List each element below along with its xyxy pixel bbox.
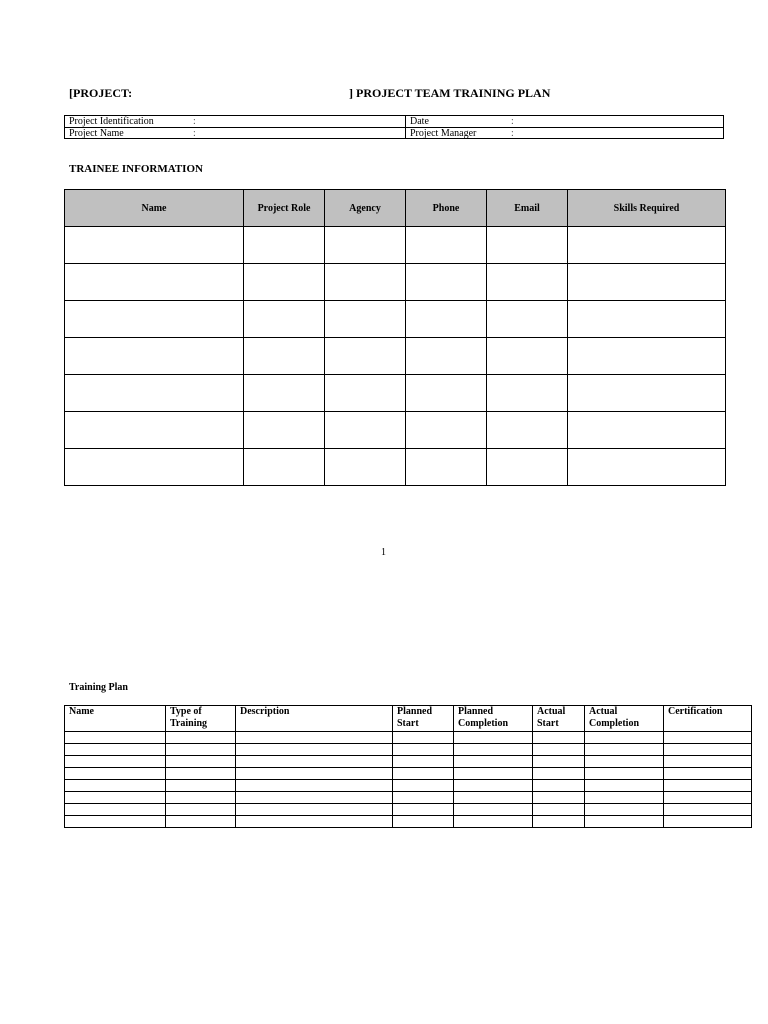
training-plan-row-cell[interactable]	[393, 768, 454, 780]
trainee-row-cell[interactable]	[568, 449, 726, 486]
training-plan-row-cell[interactable]	[585, 816, 664, 828]
trainee-row-cell[interactable]	[406, 449, 487, 486]
training-plan-row-cell[interactable]	[236, 804, 393, 816]
training-plan-row-cell[interactable]	[236, 780, 393, 792]
training-plan-row-cell[interactable]	[533, 792, 585, 804]
document-title: ] PROJECT TEAM TRAINING PLAN	[349, 86, 551, 100]
trainee-col-email: Email	[487, 190, 568, 227]
training-plan-row-cell[interactable]	[533, 816, 585, 828]
training-plan-row	[65, 804, 752, 816]
plan-col-type-line2: Training	[170, 718, 208, 729]
trainee-row-cell[interactable]	[244, 449, 325, 486]
trainee-section-title: TRAINEE INFORMATION	[69, 163, 203, 175]
project-info-box	[64, 115, 724, 139]
training-plan-row-cell[interactable]	[166, 732, 236, 744]
training-plan-row-cell[interactable]	[166, 792, 236, 804]
training-plan-row-cell[interactable]	[166, 768, 236, 780]
trainee-row-cell[interactable]	[406, 412, 487, 449]
plan-col-type-of-training	[166, 706, 236, 732]
trainee-col-agency: Agency	[325, 190, 406, 227]
trainee-row	[65, 449, 726, 486]
trainee-row-cell[interactable]	[325, 449, 406, 486]
plan-col-certification-line1: Certification	[668, 706, 723, 717]
training-plan-row-cell[interactable]	[236, 744, 393, 756]
trainee-row	[65, 227, 726, 264]
info-column-divider	[405, 116, 406, 138]
training-plan-row-cell[interactable]	[393, 792, 454, 804]
trainee-row-cell[interactable]	[65, 375, 244, 412]
trainee-row	[65, 412, 726, 449]
plan-col-planned-completion	[454, 706, 533, 732]
trainee-row	[65, 375, 726, 412]
training-plan-row-cell[interactable]	[454, 732, 533, 744]
plan-col-actual-start-line2: Start	[537, 718, 559, 729]
training-plan-row-cell[interactable]	[236, 756, 393, 768]
plan-col-actual-start-line1: Actual	[537, 706, 566, 717]
training-plan-row-cell[interactable]	[533, 804, 585, 816]
training-plan-body	[65, 732, 752, 828]
training-plan-row-cell[interactable]	[65, 780, 166, 792]
trainee-row	[65, 264, 726, 301]
trainee-row-cell[interactable]	[568, 264, 726, 301]
trainee-row-cell[interactable]	[65, 301, 244, 338]
training-plan-row-cell[interactable]	[585, 756, 664, 768]
training-plan-row-cell[interactable]	[65, 756, 166, 768]
plan-col-actual-completion-line2: Completion	[589, 718, 639, 729]
trainee-row-cell[interactable]	[568, 412, 726, 449]
training-plan-row-cell[interactable]	[393, 816, 454, 828]
trainee-row-cell[interactable]	[325, 412, 406, 449]
trainee-row-cell[interactable]	[487, 375, 568, 412]
training-plan-row-cell[interactable]	[585, 744, 664, 756]
training-plan-row-cell[interactable]	[393, 756, 454, 768]
trainee-row-cell[interactable]	[406, 301, 487, 338]
trainee-col-project-role: Project Role	[244, 190, 325, 227]
training-plan-row-cell[interactable]	[454, 780, 533, 792]
training-plan-row	[65, 744, 752, 756]
project-name-label: Project Name	[69, 128, 124, 139]
trainee-row-cell[interactable]	[65, 264, 244, 301]
trainee-row-cell[interactable]	[325, 375, 406, 412]
training-plan-row-cell[interactable]	[585, 768, 664, 780]
trainee-col-name: Name	[65, 190, 244, 227]
trainee-row-cell[interactable]	[568, 301, 726, 338]
training-plan-row-cell[interactable]	[664, 768, 752, 780]
training-plan-row-cell[interactable]	[166, 744, 236, 756]
trainee-row-cell[interactable]	[406, 264, 487, 301]
training-plan-row	[65, 816, 752, 828]
trainee-row-cell[interactable]	[65, 227, 244, 264]
training-plan-row-cell[interactable]	[393, 744, 454, 756]
trainee-row-cell[interactable]	[487, 338, 568, 375]
training-plan-table	[64, 705, 752, 828]
training-plan-row-cell[interactable]	[533, 780, 585, 792]
training-plan-row-cell[interactable]	[65, 744, 166, 756]
trainee-row	[65, 338, 726, 375]
project-label: [PROJECT:	[69, 86, 133, 100]
trainee-col-phone: Phone	[406, 190, 487, 227]
trainee-row-cell[interactable]	[406, 375, 487, 412]
training-plan-row-cell[interactable]	[664, 756, 752, 768]
training-plan-row-cell[interactable]	[533, 744, 585, 756]
trainee-row-cell[interactable]	[325, 338, 406, 375]
page-number: 1	[381, 547, 386, 558]
trainee-row-cell[interactable]	[568, 338, 726, 375]
training-plan-row-cell[interactable]	[65, 804, 166, 816]
training-plan-row-cell[interactable]	[454, 792, 533, 804]
plan-col-planned-completion-line1: Planned	[458, 706, 494, 717]
plan-col-planned-start-line1: Planned	[397, 706, 433, 717]
date-separator: :	[511, 116, 514, 127]
training-plan-row-cell[interactable]	[585, 780, 664, 792]
training-plan-row-cell[interactable]	[533, 732, 585, 744]
training-plan-row-cell[interactable]	[166, 780, 236, 792]
plan-col-name-line1: Name	[69, 706, 94, 717]
plan-col-certification	[664, 706, 752, 732]
training-plan-row-cell[interactable]	[664, 744, 752, 756]
trainee-row-cell[interactable]	[244, 264, 325, 301]
project-manager-label: Project Manager	[410, 128, 477, 139]
trainee-row-cell[interactable]	[244, 412, 325, 449]
trainee-row-cell[interactable]	[244, 375, 325, 412]
training-plan-row-cell[interactable]	[166, 756, 236, 768]
plan-col-description	[236, 706, 393, 732]
training-plan-row-cell[interactable]	[533, 768, 585, 780]
training-plan-row-cell[interactable]	[236, 792, 393, 804]
trainee-row-cell[interactable]	[325, 264, 406, 301]
training-plan-row-cell[interactable]	[393, 732, 454, 744]
training-plan-row-cell[interactable]	[65, 792, 166, 804]
training-plan-row-cell[interactable]	[533, 756, 585, 768]
trainee-row-cell[interactable]	[244, 338, 325, 375]
training-plan-row	[65, 768, 752, 780]
trainee-row-cell[interactable]	[406, 227, 487, 264]
training-plan-header	[65, 706, 752, 732]
trainee-row-cell[interactable]	[65, 449, 244, 486]
training-plan-row-cell[interactable]	[166, 804, 236, 816]
training-plan-row	[65, 780, 752, 792]
trainee-table	[64, 189, 726, 486]
training-plan-row-cell[interactable]	[65, 816, 166, 828]
training-plan-row	[65, 732, 752, 744]
training-plan-row-cell[interactable]	[454, 816, 533, 828]
plan-col-name	[65, 706, 166, 732]
trainee-table-header	[65, 190, 726, 227]
training-plan-row-cell[interactable]	[236, 732, 393, 744]
info-row-divider	[65, 127, 723, 128]
plan-col-planned-start	[393, 706, 454, 732]
trainee-row-cell[interactable]	[325, 227, 406, 264]
project-identification-label: Project Identification	[69, 116, 154, 127]
training-plan-row-cell[interactable]	[65, 768, 166, 780]
plan-col-actual-start	[533, 706, 585, 732]
trainee-row-cell[interactable]	[244, 227, 325, 264]
plan-col-type-line1: Type of	[170, 706, 202, 717]
training-plan-row-cell[interactable]	[65, 732, 166, 744]
date-label: Date	[410, 116, 429, 127]
training-plan-row-cell[interactable]	[454, 768, 533, 780]
training-plan-row-cell[interactable]	[236, 768, 393, 780]
training-plan-row-cell[interactable]	[454, 744, 533, 756]
training-plan-row-cell[interactable]	[664, 732, 752, 744]
plan-col-planned-completion-line2: Completion	[458, 718, 508, 729]
trainee-row-cell[interactable]	[65, 338, 244, 375]
trainee-row	[65, 301, 726, 338]
training-plan-row-cell[interactable]	[585, 792, 664, 804]
trainee-row-cell[interactable]	[325, 301, 406, 338]
training-plan-row-cell[interactable]	[585, 732, 664, 744]
trainee-col-skills-required: Skills Required	[568, 190, 726, 227]
training-plan-row-cell[interactable]	[236, 816, 393, 828]
training-plan-row-cell[interactable]	[454, 804, 533, 816]
training-plan-row-cell[interactable]	[454, 756, 533, 768]
project-identification-separator: :	[193, 116, 196, 127]
training-plan-row-cell[interactable]	[585, 804, 664, 816]
trainee-row-cell[interactable]	[406, 338, 487, 375]
training-plan-row-cell[interactable]	[664, 780, 752, 792]
training-plan-row	[65, 756, 752, 768]
trainee-row-cell[interactable]	[487, 264, 568, 301]
trainee-row-cell[interactable]	[568, 375, 726, 412]
trainee-row-cell[interactable]	[65, 412, 244, 449]
trainee-row-cell[interactable]	[487, 301, 568, 338]
training-plan-title: Training Plan	[69, 682, 128, 693]
training-plan-row-cell[interactable]	[393, 804, 454, 816]
plan-col-actual-completion-line1: Actual	[589, 706, 618, 717]
training-plan-row	[65, 792, 752, 804]
trainee-table-body	[65, 227, 726, 486]
trainee-row-cell[interactable]	[244, 301, 325, 338]
trainee-row-cell[interactable]	[487, 227, 568, 264]
project-name-separator: :	[193, 128, 196, 139]
training-plan-row-cell[interactable]	[664, 804, 752, 816]
trainee-row-cell[interactable]	[487, 449, 568, 486]
training-plan-row-cell[interactable]	[664, 816, 752, 828]
training-plan-row-cell[interactable]	[393, 780, 454, 792]
plan-col-planned-start-line2: Start	[397, 718, 419, 729]
plan-col-actual-completion	[585, 706, 664, 732]
plan-col-description-line1: Description	[240, 706, 290, 717]
training-plan-row-cell[interactable]	[166, 816, 236, 828]
trainee-row-cell[interactable]	[568, 227, 726, 264]
trainee-row-cell[interactable]	[487, 412, 568, 449]
training-plan-row-cell[interactable]	[664, 792, 752, 804]
project-manager-separator: :	[511, 128, 514, 139]
